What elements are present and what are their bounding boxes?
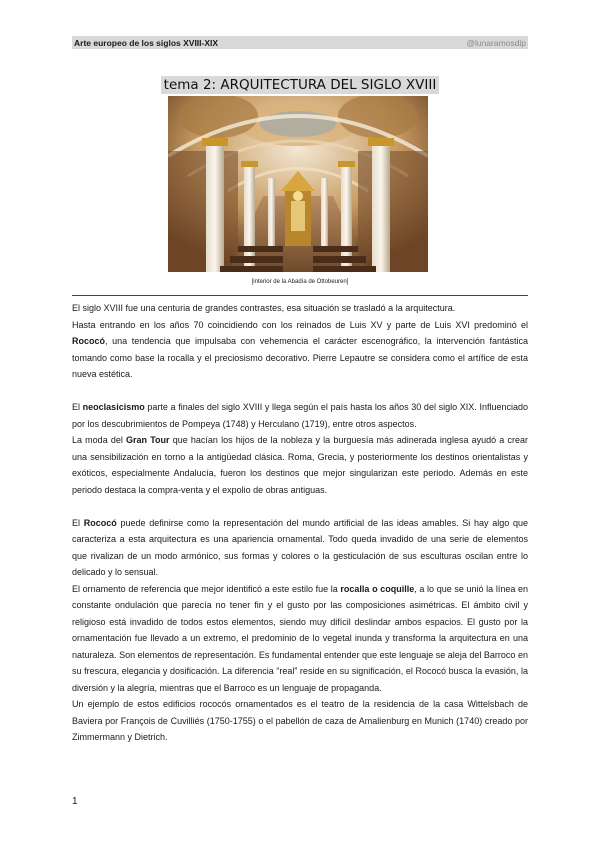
paragraph-gran-tour: La moda del Gran Tour que hacían los hijos de la nobleza y la burguesía más adinerada inglesa ayudó a crear una sensibilización en torno a la antigüedad clásica. Roma, Grecia, y posteriormente los destinos orientalistas y exóticos, especialmente Andalucía, fueron los destinos que mejor singularizan este periodo. Además en este periodo destaca la compra-venta y el expolio de obras antiguas. [72,435,528,495]
paragraph-neoclassicism: El neoclasicismo parte a finales del siglo XVIII y llega según el país hasta los años 30 del siglo XIX. Influenciado por los descubrimientos de Pompeya (1748) y Herculano (1719), entre otros aspectos. [72,402,528,429]
header-author-handle: @lunaramosdip [466,37,526,48]
paragraph-rococo-definition: El Rococó puede definirse como la representación del mundo artificial de las ideas amables. Si hay algo que caracteriza a esta arquitectura es una apariencia ornamental. Todo queda invadido de una serie de elementos que rivalizan de un modo armónico, sus formas y colores o la gesticulación de sus esculturas oscilan entre lo delicado y lo sensual. [72,517,528,577]
divider [72,295,528,296]
page-title [0,77,600,93]
page-number: 1 [72,796,78,807]
paragraph-rocalla: El ornamento de referencia que mejor identificó a este estilo fue la rocalla o coquille, a lo que se unió la línea en constante ondulación que parecía no tener fin y el gusto por las composiciones asimétricas. El ámbito civil y religioso está invadido de todos estos elementos, siendo muy difícil deslindar ambos espacios. El gusto por la ornamentación fue llevado a un extremo, el predominio de lo vegetal inunda y transforma la arquitectura en una naturaleza. Son elementos de representación. Es fundamental entender que este lenguaje se aleja del Barroco en su frescura, elegancia y dosificación. La diferencia “real” reside en su significación, el Rococó busca la evasión, la diversión y la alegría, mientras que el Barroco es un lenguaje de propaganda. [72,583,529,693]
abbey-interior-photo [168,96,428,272]
body-text [72,300,528,746]
page-title-text: tema 2: ARQUITECTURA DEL SIGLO XVIII [161,76,440,94]
image-caption: [interior de la Abadía de Ottobeuren] [251,279,349,285]
paragraph-intro: El siglo XVIII fue una centuria de grandes contrastes, esa situación se trasladó a la arquitectura. [72,303,456,313]
running-header [72,36,528,49]
header-course-title: Arte europeo de los siglos XVIII-XIX [74,37,219,48]
paragraph-examples: Un ejemplo de estos edificios rococós ornamentados es el teatro de la residencia de la casa Wittelsbach de Baviera por François de Cuvilliés (1750-1755) o el pabellón de caza de Amalienburg en Munich (1740) creado por Zimmermann y Dietrich. [72,699,528,742]
abbey-interior-illustration [168,96,428,272]
paragraph-rococo-period: Hasta entrando en los años 70 coincidiendo con los reinados de Luis XV y parte de Luis XVI predominó el Rococó, una tendencia que impulsaba con vehemencia el carácter escenográfico, la intervención fantástica tomando como base la rocalla y el preciosismo decorativo. Pierre Lepautre se considera como el artífice de esta nueva estética. [72,319,528,379]
